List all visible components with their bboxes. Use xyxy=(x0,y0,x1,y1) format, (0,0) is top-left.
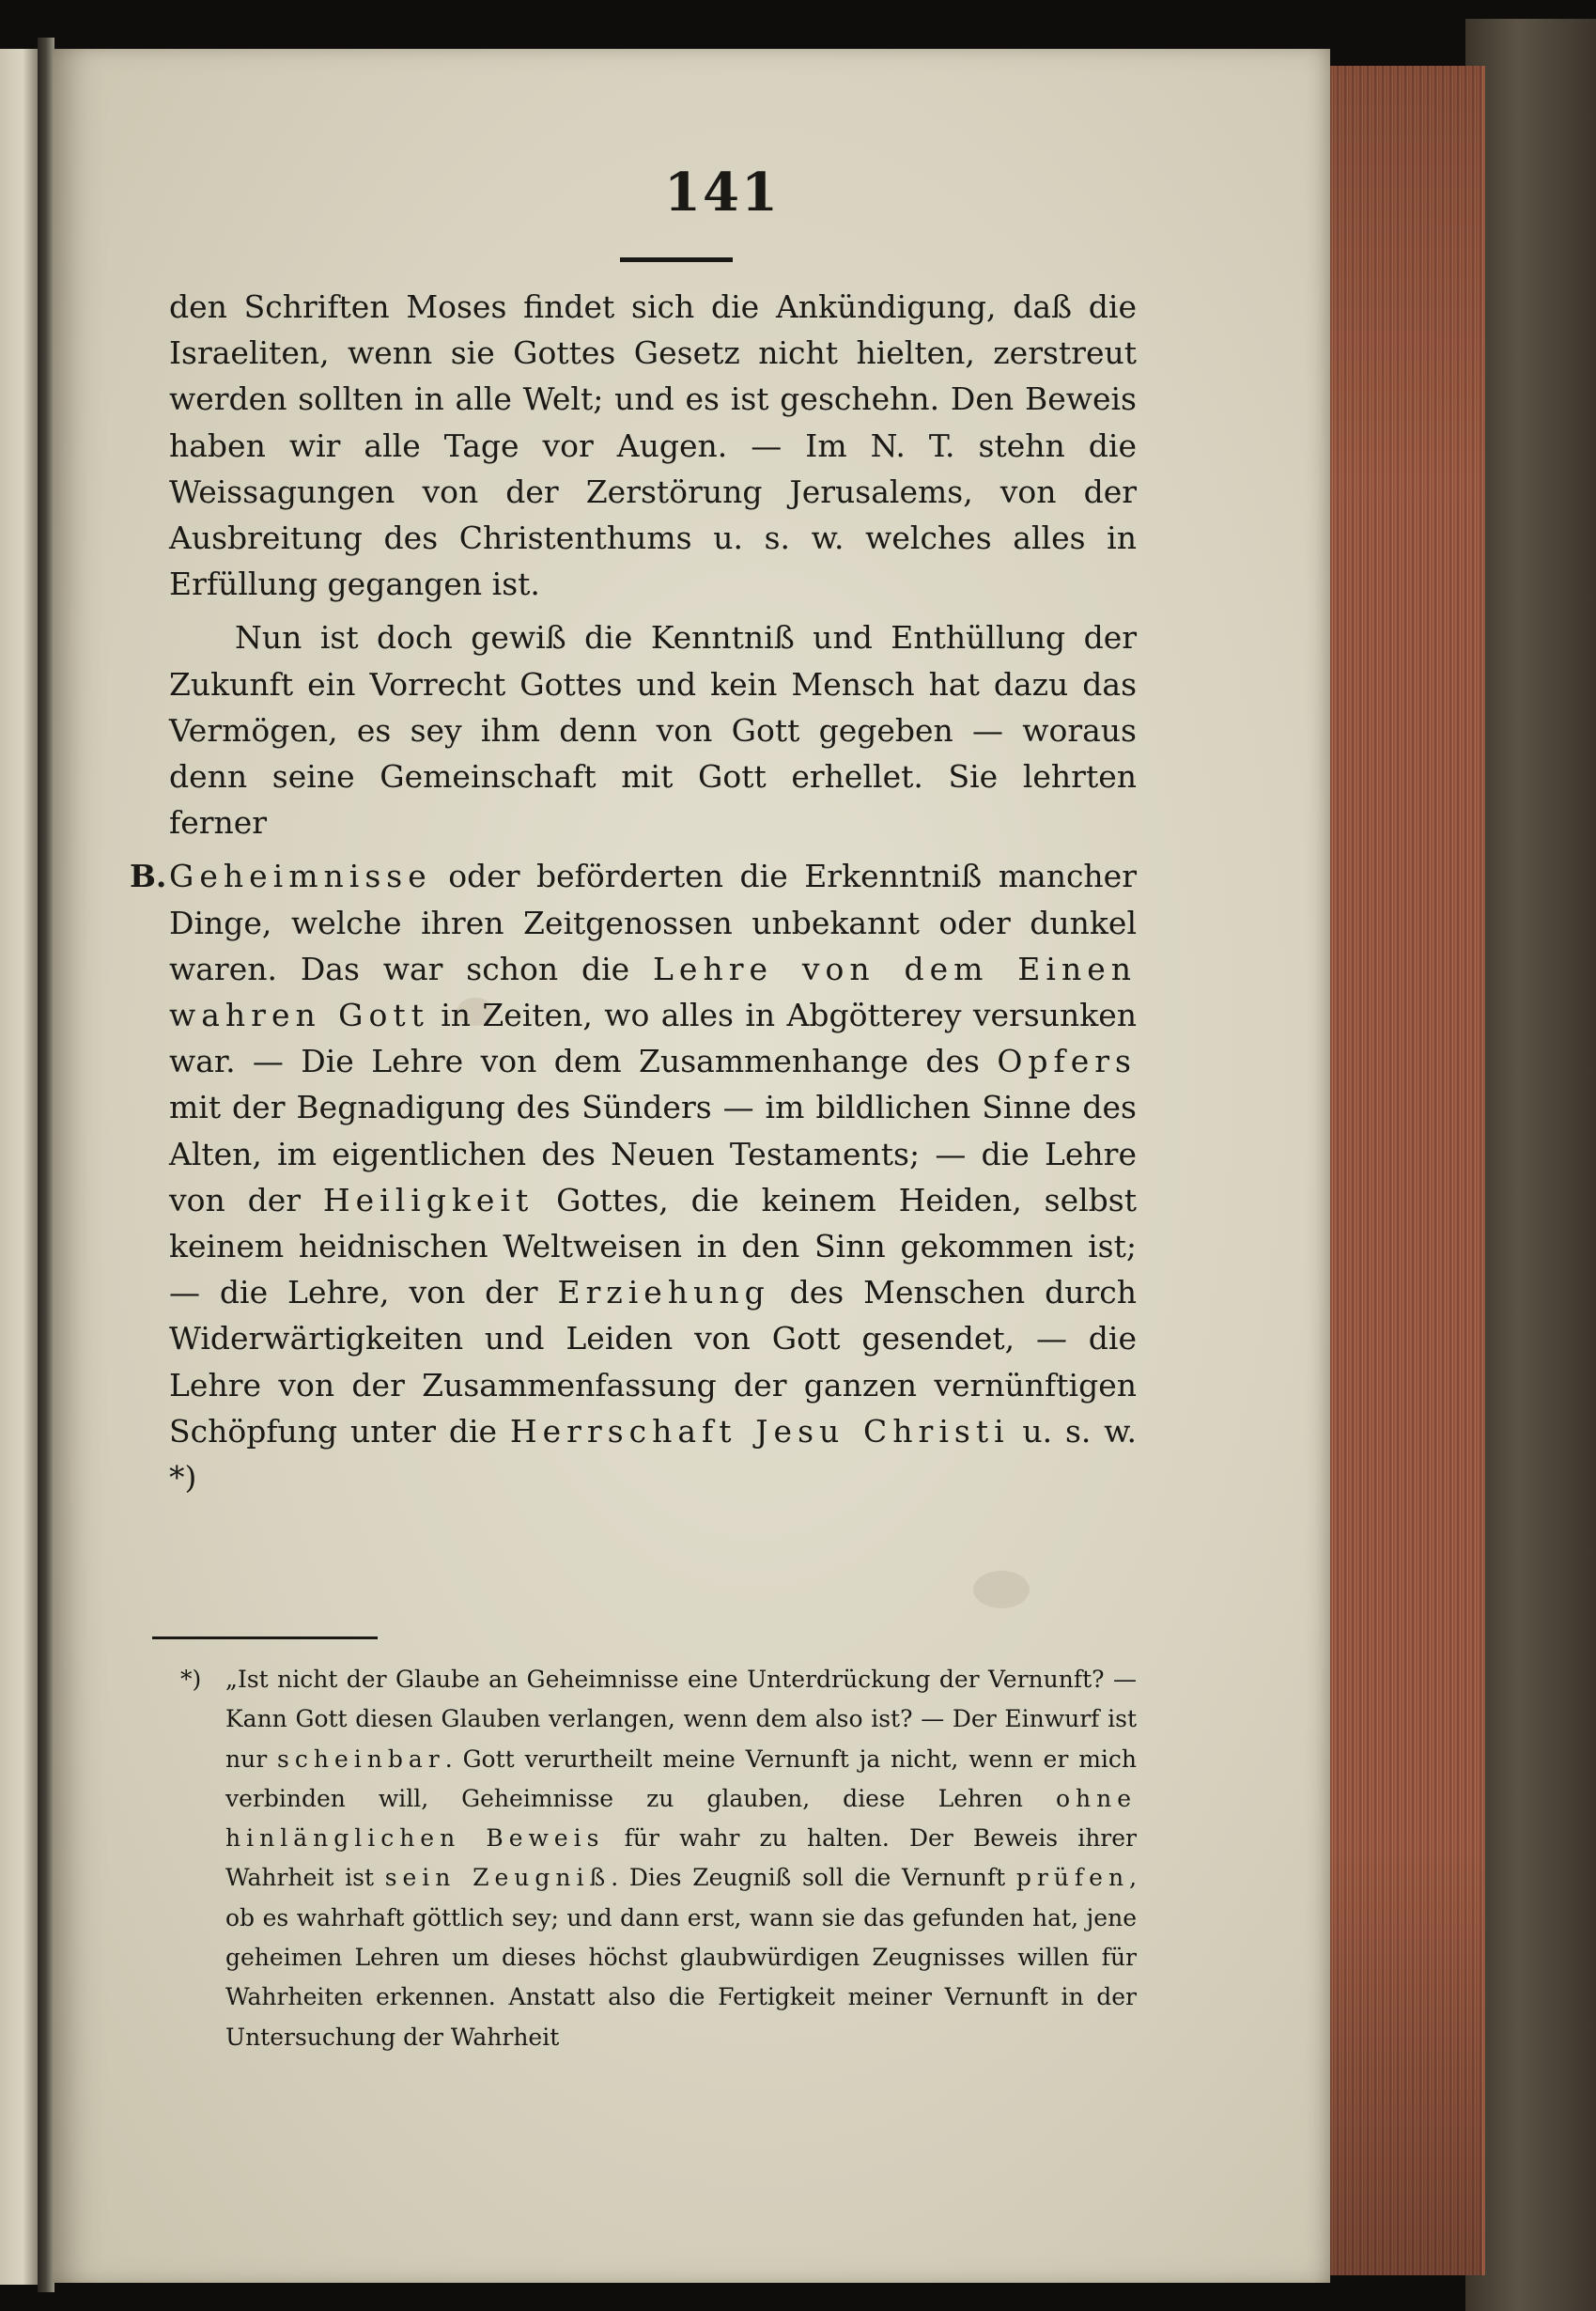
spaced-emphasis: prüfen xyxy=(1015,1864,1130,1892)
spaced-emphasis: Heiligkeit xyxy=(322,1181,535,1218)
section-marker: B. xyxy=(130,858,167,895)
paragraph-b xyxy=(130,853,1138,1500)
book-page xyxy=(53,49,1330,2283)
paragraph-text: in Zeiten, wo alles in Abgötterey versunken war. — Die Lehre von dem Zusammenhange des xyxy=(169,997,1137,1080)
footnote-text: . Dies Zeugniß soll die Vernunft xyxy=(611,1864,1016,1892)
spaced-emphasis: ohne hinlänglichen Beweis xyxy=(225,1784,1137,1853)
footnote-marker: *) xyxy=(180,1666,202,1693)
paragraph-text: oder beförderten die Erkenntniß mancher Dinge, welche ihren Zeitgenossen unbekannt oder dunkel waren. Das war schon die xyxy=(169,858,1137,987)
paper-stain xyxy=(973,1571,1030,1608)
spaced-emphasis: sein Zeugniß xyxy=(384,1864,612,1892)
spaced-emphasis: scheinbar xyxy=(277,1745,445,1773)
spaced-emphasis: Opfers xyxy=(997,1043,1137,1080)
page-number-rule xyxy=(620,257,733,262)
footnote-text: „Ist nicht der Glaube an Geheimnisse eine Unterdrückung der Vernunft? — Kann Gott diesen Glauben verlangen, wenn dem also ist? — Der Einwurf ist nur xyxy=(225,1666,1137,1773)
previous-page-edge xyxy=(0,49,38,2285)
paragraph-text: u. s. w. *) xyxy=(169,1412,1138,1497)
paragraph-text: des Menschen durch Widerwärtigkeiten und Leiden von Gott gesendet, — die Lehre von der Zusammenfassung der ganzen vernünftigen Schöpfung unter die xyxy=(169,1274,1137,1450)
spaced-emphasis: Geheimnisse xyxy=(169,858,432,895)
footnote-text: für wahr zu halten. Der Beweis ihrer Wahrheit ist xyxy=(225,1824,1138,1892)
page-number: 141 xyxy=(664,162,780,224)
paragraph-text: mit der Begnadigung des Sünders — im bildlichen Sinne des Alten, im eigentlichen des Neuen Testaments; — die Lehre von der xyxy=(169,1089,1137,1218)
footnote xyxy=(180,1660,1138,2057)
footnote-text: , ob es wahrhaft göttlich sey; und dann erst, wann sie das gefunden hat, jene geheimen Lehren um dieses höchst glaubwürdigen Zeugnisses willen für Wahrheiten erkennen. Anstatt also die Fertigkeit meiner Vernunft in der Untersuchung der Wahrheit xyxy=(225,1864,1138,2051)
paragraph-2: Nun ist doch gewiß die Kenntniß und Enthüllung der Zukunft ein Vorrecht Gottes und kein Mensch hat dazu das Vermögen, es sey ihm denn von Gott gegeben — woraus denn seine Gemeinschaft mit Gott erhellet. Sie lehrten ferner xyxy=(169,619,1137,842)
paragraph-1: den Schriften Moses findet sich die Ankündigung, daß die Israeliten, wenn sie Gottes Gesetz nicht hielten, zerstreut werden sollten in alle Welt; und es ist geschehn. Den Beweis haben wir alle Tage vor Augen. — Im N. T. stehn die Weissagungen von der Zerstörung Jerusalems, von der Ausbreitung des Christenthums u. s. w. welches alles in Erfüllung gegangen ist. xyxy=(169,288,1137,603)
spaced-emphasis: Lehre von dem Einen wahren Gott xyxy=(169,950,1137,1034)
page-edges-shadow xyxy=(1323,66,1482,2275)
spaced-emphasis: Herrschaft Jesu Christi xyxy=(509,1412,1010,1450)
footnote-text: . Gott verurtheilt meine Vernunft ja nicht, wenn er mich verbinden will, Geheimnisse zu glauben, diese Lehren xyxy=(225,1745,1137,1812)
spaced-emphasis: Erziehung xyxy=(557,1274,770,1311)
main-text xyxy=(130,284,1138,1508)
paragraph-text: Gottes, die keinem Heiden, selbst keinem heidnischen Weltweisen in den Sinn gekommen ist; — die Lehre, von der xyxy=(169,1181,1137,1311)
footnote-rule xyxy=(152,1636,378,1639)
